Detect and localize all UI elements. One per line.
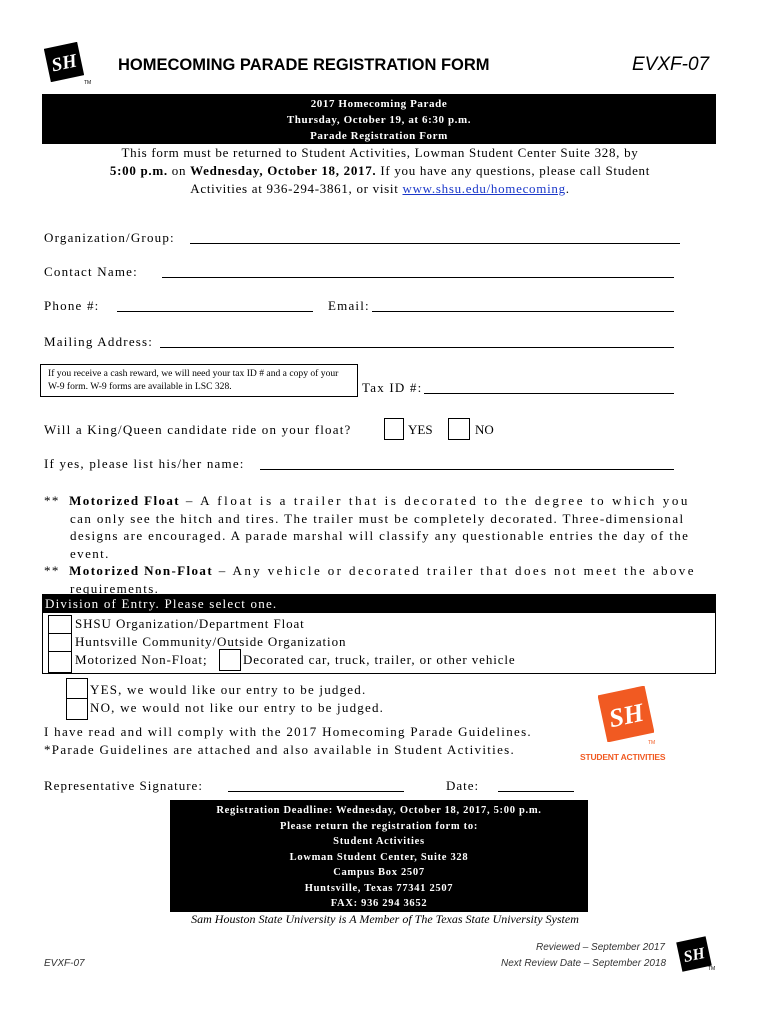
motorized-float-line-4: event. <box>70 545 110 561</box>
signature-label: Representative Signature: <box>44 778 203 793</box>
motorized-float-term: Motorized Float <box>69 493 181 508</box>
return-dept: Student Activities <box>333 836 425 847</box>
student-activities-logo-icon <box>598 686 654 742</box>
king-queen-no-checkbox[interactable] <box>448 418 470 440</box>
trademark-mark: TM <box>84 80 92 86</box>
next-review-date: Next Review Date – September 2018 <box>501 958 667 969</box>
return-box: Campus Box 2507 <box>333 867 425 878</box>
mailing-address-label: Mailing Address: <box>44 334 154 349</box>
intro-line-2 <box>44 162 716 180</box>
division-non-float-checkbox[interactable] <box>48 651 72 673</box>
judge-no-label: NO, we would not like our entry to be judged. <box>90 700 385 715</box>
event-date: Thursday, October 19, at 6:30 p.m. <box>286 114 472 126</box>
motorized-float-line-1 <box>44 492 720 510</box>
phone-field[interactable] <box>117 311 313 312</box>
intro-line-1: This form must be returned to Student Activities, Lowman Student Center Suite 328, by <box>121 145 639 160</box>
event-form-name: Parade Registration Form <box>310 130 448 142</box>
agreement-line-1: I have read and will comply with the 2017 Homecoming Parade Guidelines. <box>44 724 532 739</box>
motorized-float-text: – A float is a trailer that is decorated to the degree to which you <box>180 493 691 508</box>
intro-phone: Activities at 936-294-3861, or visit <box>190 181 403 196</box>
tax-id-label: Tax ID #: <box>362 380 423 395</box>
motorized-float-line-2: can only see the hitch and tires. The trailer must be completely decorated. Three-dimensional <box>70 510 685 526</box>
intro-deadline-time: 5:00 p.m. <box>109 163 168 178</box>
judge-yes-checkbox[interactable] <box>66 678 88 700</box>
phone-label: Phone #: <box>44 298 100 313</box>
division-option-community: Huntsville Community/Outside Organization <box>75 634 347 649</box>
tax-note-box: If you receive a cash reward, we will need your tax ID # and a copy of your W-9 form. W-9 forms are available in LSC 328. <box>40 364 358 397</box>
contact-name-field[interactable] <box>162 277 674 278</box>
tsus-member-statement: Sam Houston State University is A Member of The Texas State University System <box>191 912 579 926</box>
return-fax: FAX: 936 294 3652 <box>330 898 428 909</box>
king-queen-yes-label: YES <box>408 422 433 437</box>
non-float-line-1 <box>44 562 720 580</box>
intro-text <box>44 144 716 198</box>
intro-period: . <box>565 181 570 196</box>
non-float-bullet: ** <box>44 563 60 578</box>
non-float-line-2: requirements. <box>70 580 160 596</box>
mailing-address-field[interactable] <box>160 347 674 348</box>
deadline-line: Registration Deadline: Wednesday, October 18, 2017, 5:00 p.m. <box>216 805 542 816</box>
tax-id-field[interactable] <box>424 393 674 394</box>
candidate-name-field[interactable] <box>260 469 674 470</box>
student-activities-label: STUDENT ACTIVITIES <box>580 752 666 762</box>
king-queen-question: Will a King/Queen candidate ride on your float? <box>44 422 352 437</box>
non-float-definition <box>44 562 720 597</box>
return-building: Lowman Student Center, Suite 328 <box>289 851 469 863</box>
motorized-float-line-3: designs are encouraged. A parade marshal will classify any questionable entries the day of the <box>70 528 690 543</box>
date-label: Date: <box>446 778 480 793</box>
footer-shsu-logo-icon <box>676 936 712 972</box>
division-decorated-vehicle-checkbox[interactable] <box>219 649 241 671</box>
intro-line-3 <box>44 180 716 198</box>
organization-label: Organization/Group: <box>44 230 175 245</box>
intro-on: on <box>167 163 191 178</box>
return-instruction: Please return the registration form to: <box>279 820 479 832</box>
svg-text:SH: SH <box>682 944 707 967</box>
intro-questions: If you have any questions, please call Student <box>376 163 651 178</box>
division-option-decorated-vehicle: Decorated car, truck, trailer, or other vehicle <box>243 652 516 667</box>
contact-name-label: Contact Name: <box>44 264 138 279</box>
division-option-non-float: Motorized Non-Float; <box>75 652 208 667</box>
judge-no-checkbox[interactable] <box>66 698 88 720</box>
deadline-box <box>170 800 588 912</box>
shsu-logo-icon <box>44 42 84 82</box>
agreement-line-2: *Parade Guidelines are attached and also available in Student Activities. <box>44 742 516 757</box>
float-bullet: ** <box>44 493 60 508</box>
king-queen-yes-checkbox[interactable] <box>384 418 404 440</box>
svg-text:SH: SH <box>606 697 647 734</box>
form-code: EVXF-07 <box>632 54 710 75</box>
sa-trademark: TM <box>648 740 656 746</box>
organization-field[interactable] <box>190 243 680 244</box>
intro-deadline-date: Wednesday, October 18, 2017. <box>190 163 377 178</box>
division-heading: Division of Entry. Please select one. <box>43 595 715 613</box>
judge-yes-label: YES, we would like our entry to be judged. <box>90 682 367 697</box>
date-field[interactable] <box>498 791 574 792</box>
division-option-shsu: SHSU Organization/Department Float <box>75 616 305 631</box>
motorized-float-definition <box>44 492 720 562</box>
non-float-text: – Any vehicle or decorated trailer that does not meet the above <box>213 563 696 578</box>
event-name: 2017 Homecoming Parade <box>310 98 448 110</box>
king-queen-no-label: NO <box>475 422 494 437</box>
division-of-entry <box>42 594 716 674</box>
signature-field[interactable] <box>228 791 404 792</box>
homecoming-link[interactable]: www.shsu.edu/homecoming <box>402 181 566 196</box>
return-city: Huntsville, Texas 77341 2507 <box>304 882 454 894</box>
email-label: Email: <box>328 298 370 313</box>
svg-text:SH: SH <box>49 50 79 77</box>
non-float-term: Motorized Non-Float <box>69 563 214 578</box>
footer-form-code: EVXF-07 <box>44 958 85 969</box>
form-title: HOMECOMING PARADE REGISTRATION FORM <box>118 56 490 74</box>
email-field[interactable] <box>372 311 674 312</box>
footer-trademark: TM <box>708 966 716 972</box>
candidate-name-label: If yes, please list his/her name: <box>44 456 245 471</box>
event-info-box <box>42 94 716 144</box>
reviewed-date: Reviewed – September 2017 <box>536 942 665 953</box>
